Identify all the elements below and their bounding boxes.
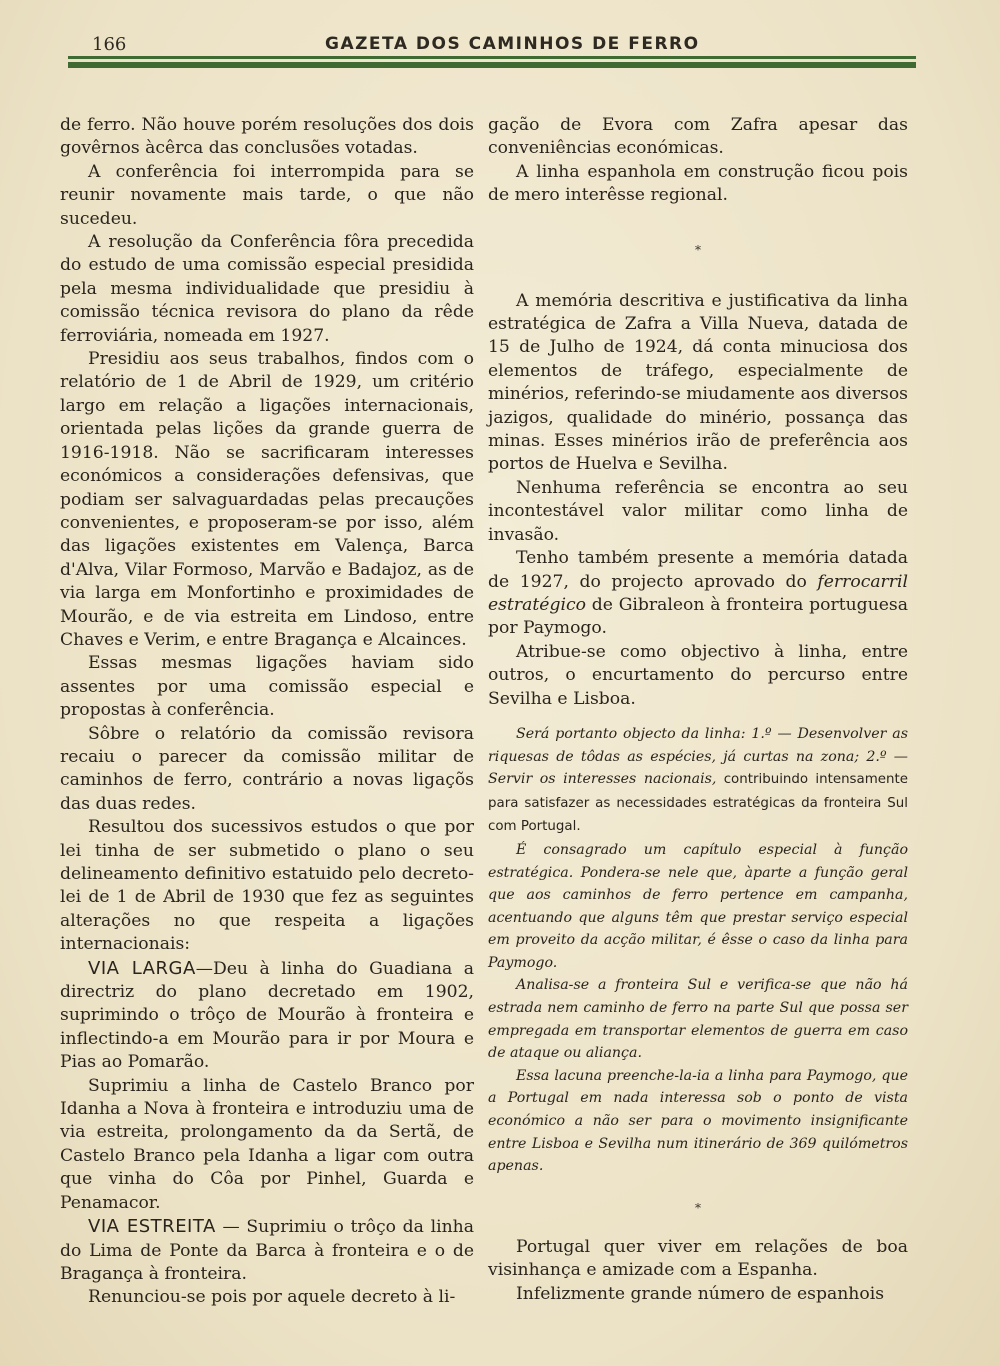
paragraph-via-estreita: [60, 1215, 474, 1286]
paragraph: Portugal quer viver em relações de boa visinhança e amizade com a Espanha.: [488, 1236, 908, 1281]
paragraph-via-larga: [60, 957, 474, 1075]
emphasis-text: ferrocarril estratégico: [488, 571, 908, 615]
quote-paragraph: É consagrado um capítulo especial à função estratégica. Pondera-se nele que, àparte a função geral que aos caminhos de ferro pertence em campanha, acentuando que alguns têm que prestar serviço especial em proveito da acção militar, é êsse o caso da linha para Paymogo.: [488, 841, 908, 971]
section-heading-via-larga: VIA LARGA: [88, 957, 196, 979]
paragraph-text: Tenho também presente a memória datada de 1927, do projecto aprovado do: [488, 548, 908, 592]
paragraph: Atribue-se como objectivo à linha, entre outros, o encurtamento do percurso entre Sevilha e Lisboa.: [488, 641, 908, 709]
paragraph: de ferro. Não houve porém resoluções dos dois govêrnos àcêrca das conclusões votadas.: [60, 115, 474, 159]
paragraph: Suprimiu a linha de Castelo Branco por Idanha a Nova à fronteira e introduziu uma de via estreita, prolongamento da da Sertã, de Castelo Branco pela Idanha a ligar com outra que vinha do Côa por Pinhel, Guarda e Penamacor.: [60, 1075, 474, 1213]
paragraph: A resolução da Conferência fôra precedida do estudo de uma comissão especial presidida pela mesma individualidade que presidiu à comissão técnica revisora do plano da rêde ferroviária, nomeada em 1927.: [60, 232, 474, 346]
section-separator: *: [695, 1200, 701, 1215]
left-column: [60, 114, 474, 1310]
quote-text: contribuindo intensamente para satisfazer as necessidades estratégicas da fronteira Sul com Portugal.: [488, 772, 908, 835]
paragraph-text: — Suprimiu o trôço da linha do Lima de Ponte da Barca à fronteira e o de Bragança à fronteira.: [60, 1217, 474, 1284]
paragraph: Infelizmente grande número de espanhois: [516, 1283, 885, 1304]
section-heading-via-estreita: VIA ESTREITA: [88, 1216, 216, 1238]
paragraph: Sôbre o relatório da comissão revisora recaiu o parecer da comissão militar de caminhos de ferro, contrário a novas ligaçõs das duas redes.: [60, 723, 474, 814]
paragraph-text: de Gibraleon à fronteira portuguesa por Paymogo.: [488, 594, 908, 639]
page-header: [60, 28, 915, 70]
paragraph: Essas mesmas ligações haviam sido assentes por uma comissão especial e propostas à conferência.: [60, 653, 474, 721]
quote-paragraph: [488, 723, 908, 839]
paragraph: A memória descritiva e justificativa da linha estratégica de Zafra a Villa Nueva, datada de 15 de Julho de 1924, dá conta minuciosa dos elementos de tráfego, especialmente de minérios, referindo-se miudamente aos diversos jazigos, qualidade do minério, possança das minas. Esses minérios irão de preferência aos portos de Huelva e Sevilha.: [488, 290, 908, 475]
paragraph: A conferência foi interrompida para se reunir novamente mais tarde, o que não sucedeu.: [60, 161, 474, 229]
right-column: [488, 114, 908, 1306]
quote-paragraph: Essa lacuna preenche-la-ia a linha para Paymogo, que a Portugal em nada interessa sob o ponto de vista económico a não ser para o movimento insignificante entre Lisboa e Sevilha num itinerário de 369 quilómetros apenas.: [488, 1067, 908, 1175]
header-rule-thick: [68, 62, 916, 68]
paragraph: A linha espanhola em construção ficou pois de mero interêsse regional.: [488, 161, 908, 206]
quote-paragraph: Analisa-se a fronteira Sul e verifica-se que não há estrada nem caminho de ferro na parte Sul que possa ser empregada em transportar elementos de guerra em caso de ataque ou aliança.: [488, 977, 908, 1062]
paragraph: gação de Evora com Zafra apesar das conveniências económicas.: [488, 115, 908, 159]
section-separator: *: [695, 242, 701, 257]
journal-title: GAZETA DOS CAMINHOS DE FERRO: [325, 34, 700, 54]
paragraph: [488, 547, 908, 641]
paragraph: Presidiu aos seus trabalhos, findos com o relatório de 1 de Abril de 1929, um critério largo em relação a ligações internacionais, orientada pelas lições da grande guerra de 1916-1918. Não se sacrificaram interesses económicos a considerações defensivas, que podiam ser salvaguardadas pelas precauções convenientes, e proposeram-se por isso, além das ligações existentes em Valença, Barca d'Alva, Vilar Formoso, Marvão e Badajoz, as de via larga em Monfortinho e proximidades de Mourão, e de via estreita em Lindoso, entre Chaves e Verim, e entre Bragança e Alcainces.: [60, 349, 474, 650]
paragraph: Renunciou-se pois por aquele decreto à li-: [88, 1287, 456, 1308]
paragraph: Resultou dos sucessivos estudos o que por lei tinha de ser submetido o plano o seu delineamento definitivo estatuido pelo decreto-lei de 1 de Abril de 1930 que fez as seguintes alterações no que respeita a ligações internacionais:: [60, 817, 474, 955]
header-rule-thin: [68, 56, 916, 59]
quote-text: Será portanto objecto da linha: 1.º — Desenvolver as riquesas de tôdas as espécies, já curtas na zona; 2.º — Servir os interesses nacionais,: [488, 725, 908, 788]
page-number: 166: [92, 34, 127, 55]
paragraph: Nenhuma referência se encontra ao seu incontestável valor militar como linha de invasão.: [488, 477, 908, 545]
paragraph-text: —Deu à linha do Guadiana a directriz do plano decretado em 1902, suprimindo o trôço de Mourão à fronteira e inflectindo-a em Mourão para ir por Moura e Pias ao Pomarão.: [60, 958, 475, 1073]
